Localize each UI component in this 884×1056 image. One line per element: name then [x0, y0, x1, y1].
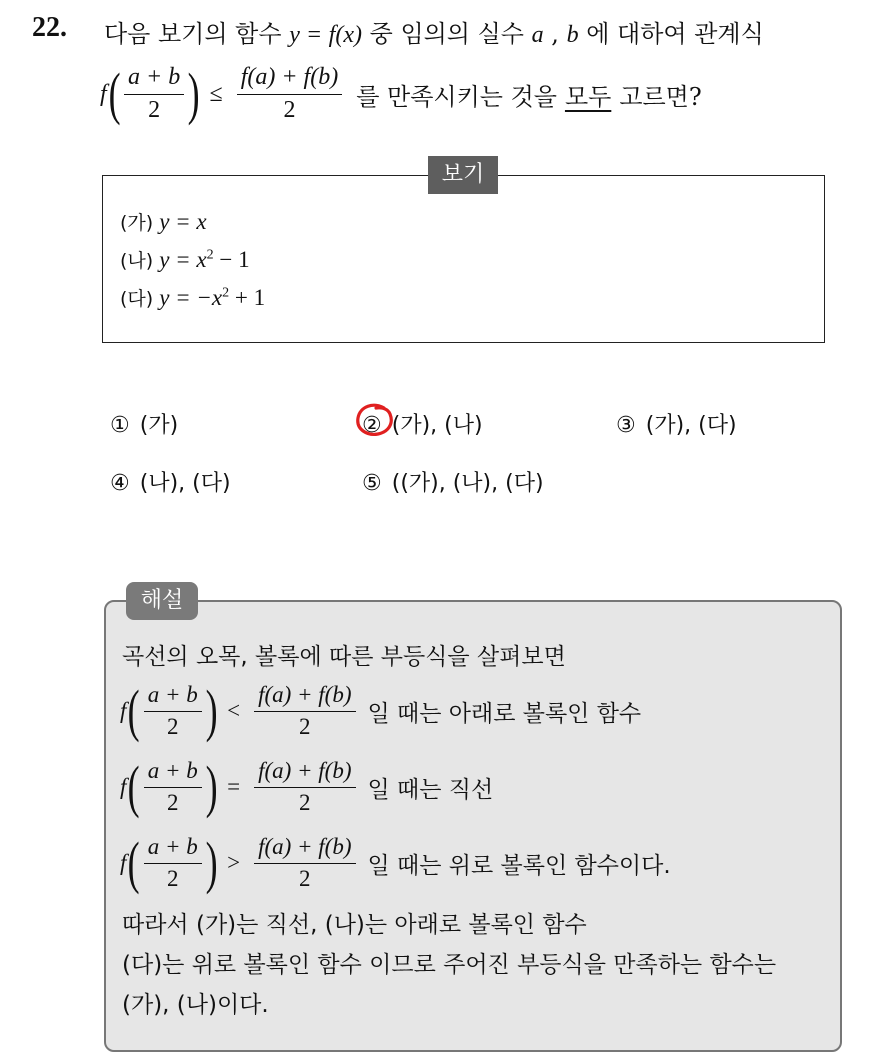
solution-formula: [120, 676, 641, 746]
denominator: 2: [299, 713, 311, 739]
denominator: 2: [166, 789, 179, 815]
item-expr-tail: − 1: [213, 247, 250, 272]
item-mark: (가): [120, 212, 154, 234]
solution-formula: [120, 752, 493, 822]
right-paren: ): [205, 830, 218, 895]
solution-conclusion-line: (가), (나)이다.: [122, 992, 269, 1018]
numerator: a + b: [144, 834, 202, 863]
choice-number: ⑤: [362, 471, 382, 496]
bogi-item: [120, 284, 265, 311]
choice-5[interactable]: [362, 466, 544, 497]
math-equals: =: [307, 22, 322, 48]
question-text: 중 임의의 실수: [369, 20, 524, 48]
math-f: f: [120, 850, 127, 875]
exponent: 2: [206, 247, 214, 263]
choice-text: (가): [139, 413, 179, 438]
right-paren: ): [205, 678, 218, 743]
item-mark: (나): [120, 250, 154, 272]
bogi-item: [120, 208, 207, 235]
item-expr: y = x: [159, 247, 207, 272]
denominator: 2: [166, 713, 179, 739]
numerator: f(a) + f(b): [254, 758, 355, 787]
item-mark: (다): [120, 288, 154, 310]
equality-op: =: [227, 774, 241, 799]
right-paren: ): [187, 61, 200, 126]
item-expr-tail: + 1: [229, 285, 266, 310]
choice-4[interactable]: [110, 466, 231, 497]
answer-circle-mark: [354, 402, 396, 438]
numerator: a + b: [144, 758, 202, 787]
fraction: [144, 682, 202, 740]
question-text: 다음 보기의 함수: [104, 20, 282, 48]
solution-formula: [120, 828, 671, 898]
fraction: [237, 64, 343, 124]
inequality-op: >: [227, 850, 241, 875]
math-y: y: [289, 22, 300, 48]
question-text: 고르면?: [619, 82, 702, 111]
math-f: f: [100, 80, 107, 107]
choice-text: ((가), (나), (다): [391, 471, 544, 496]
fraction: [254, 758, 355, 816]
denominator: 2: [166, 865, 179, 891]
math-f: f: [120, 698, 127, 723]
question-text: 를 만족시키는 것을: [356, 82, 557, 111]
math-fx: f(x): [328, 22, 362, 48]
left-paren: (: [128, 754, 141, 819]
solution-intro: 곡선의 오목, 볼록에 따른 부등식을 살펴보면: [122, 644, 566, 670]
left-paren: (: [128, 678, 141, 743]
math-b: b: [566, 22, 579, 48]
exponent: 2: [222, 285, 230, 301]
formula-text: 일 때는 위로 볼록인 함수이다.: [367, 852, 671, 879]
fraction: [144, 834, 202, 892]
question-line-2: [100, 62, 702, 126]
item-expr: y = x: [159, 209, 207, 234]
solution-conclusion-line: (다)는 위로 볼록인 함수 이므로 주어진 부등식을 만족하는 함수는: [122, 952, 777, 978]
choice-text: (나), (다): [139, 471, 231, 496]
numerator: a + b: [124, 64, 184, 95]
choice-text: (가), (나): [391, 413, 483, 438]
numerator: f(a) + f(b): [254, 682, 355, 711]
right-paren: ): [205, 754, 218, 819]
formula-text: 일 때는 아래로 볼록인 함수: [367, 700, 642, 727]
underlined-word: 모두: [564, 82, 612, 111]
choice-3[interactable]: [616, 408, 737, 439]
numerator: a + b: [144, 682, 202, 711]
fraction: [254, 834, 355, 892]
question-line-1: [104, 14, 764, 49]
choice-number: ②: [362, 413, 382, 438]
left-paren: (: [108, 61, 121, 126]
item-expr: y = −x: [159, 285, 223, 310]
numerator: f(a) + f(b): [237, 64, 343, 95]
fraction: [144, 758, 202, 816]
inequality-op: ≤: [209, 80, 223, 107]
denominator: 2: [283, 96, 296, 123]
choice-number: ④: [110, 471, 130, 496]
fraction: [124, 64, 184, 124]
choice-1[interactable]: [110, 408, 178, 439]
question-number: 22.: [32, 12, 67, 43]
question-text: 에 대하여 관계식: [586, 20, 764, 48]
choice-number: ③: [616, 413, 636, 438]
denominator: 2: [148, 96, 161, 123]
numerator: f(a) + f(b): [254, 834, 355, 863]
math-a: a: [531, 22, 544, 48]
bogi-title: 보기: [428, 156, 498, 194]
solution-conclusion-line: 따라서 (가)는 직선, (나)는 아래로 볼록인 함수: [122, 912, 587, 938]
bogi-item: [120, 246, 250, 273]
comma: ,: [551, 20, 559, 48]
left-paren: (: [128, 830, 141, 895]
denominator: 2: [299, 865, 311, 891]
solution-title: 해설: [126, 582, 198, 620]
math-f: f: [120, 774, 127, 799]
choice-text: (가), (다): [645, 413, 737, 438]
choice-number: ①: [110, 413, 130, 438]
denominator: 2: [299, 789, 311, 815]
fraction: [254, 682, 355, 740]
formula-text: 일 때는 직선: [367, 776, 494, 803]
inequality-op: <: [227, 698, 241, 723]
